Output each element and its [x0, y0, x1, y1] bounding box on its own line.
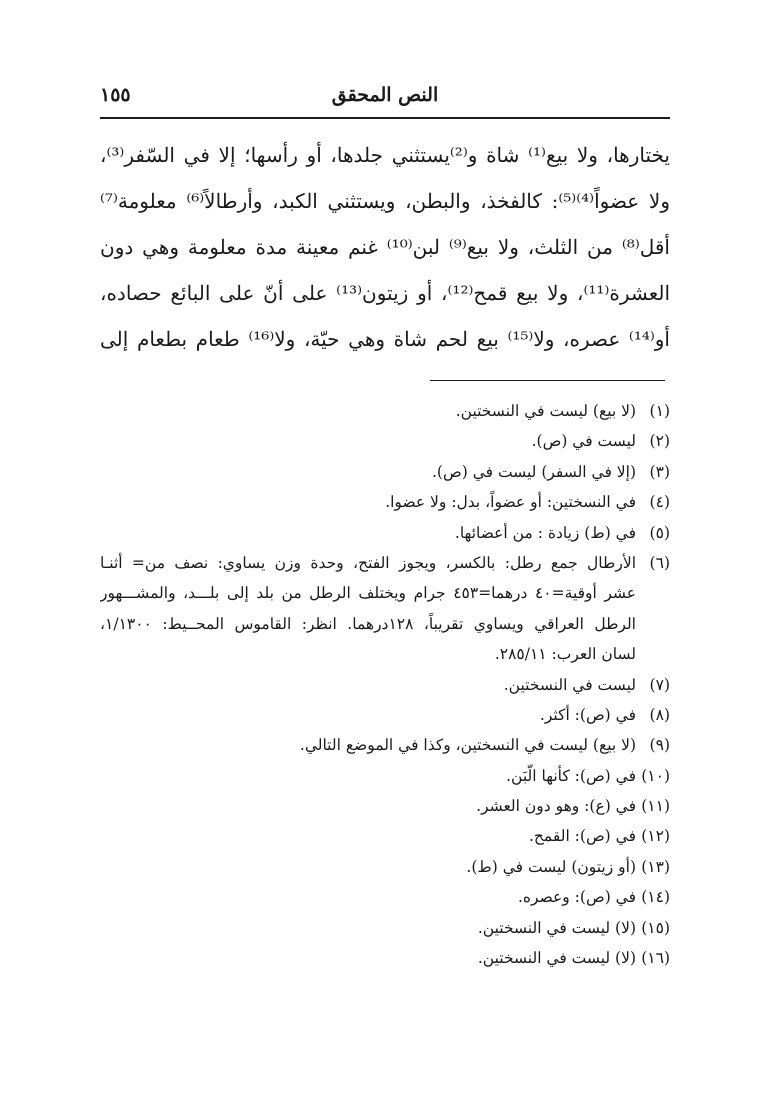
footnote-text: في (ط) زيادة : من أعضائها.	[454, 523, 636, 542]
footnote-text: في (ص): كأنها الّبَن.	[506, 766, 636, 785]
main-text-line: أقل⁽⁸⁾ من الثلث، ولا بيع⁽⁹⁾ لبن⁽¹⁰⁾ غنم معينة مدة معلومة وهي دون	[100, 235, 670, 259]
footnote-text: (إلا في السفر) ليست في (ص).	[432, 462, 636, 481]
footnote-text: في (ص): القمح.	[528, 827, 636, 846]
footnote-number: (١٤)	[641, 888, 670, 907]
footnote-number: (٢)	[649, 432, 670, 451]
footnote-number: (١٦)	[641, 949, 670, 968]
page-title: النص المحقق	[331, 84, 439, 106]
footnote	[100, 487, 670, 517]
main-text-line: يختارها، ولا بيع⁽¹⁾ شاة و⁽²⁾يستثني جلدها، أو رأسها؛ إلا في السّفر⁽³⁾،	[100, 143, 670, 167]
footnote	[100, 791, 670, 821]
footnote	[100, 913, 670, 943]
footnote-text: (لا بيع) ليست في النسختين، وكذا في الموضع التالي.	[299, 736, 636, 755]
main-text-line: أو⁽¹⁴⁾ عصره، ولا⁽¹⁵⁾ بيع لحم شاة وهي حيّة، ولا⁽¹⁶⁾ طعام بطعام إلى	[100, 327, 670, 351]
page-header	[100, 80, 670, 114]
footnote	[100, 882, 670, 912]
footnote-text: (لا) ليست في النسختين.	[477, 918, 636, 937]
footnotes	[100, 396, 670, 973]
footnote	[100, 700, 670, 730]
footnote-number: (١١)	[641, 797, 670, 816]
footnote-number: (٥)	[649, 523, 670, 542]
footnote-text: (أو زيتون) ليست في (ط).	[466, 857, 636, 876]
header-rule	[100, 117, 670, 119]
footnote	[100, 426, 670, 456]
footnote	[100, 943, 670, 973]
main-text-line: ولا عضواً⁽⁴⁾⁽⁵⁾: كالفخذ، والبطن، ويستثني الكبد، وأرطالاً⁽⁶⁾ معلومة⁽⁷⁾	[100, 189, 670, 213]
footnote-number: (٨)	[649, 705, 670, 724]
footnote-text-line: الأرطال جمع رطل: بالكسر، ويجوز الفتح، وحدة وزن يساوي: نصف من= أثنـا	[100, 553, 636, 572]
footnote-number: (١٠)	[641, 766, 670, 785]
footnote	[100, 852, 670, 882]
footnote-text-line: عشر أوقية=٤٠ درهما=٤٥٣ جرام ويختلف الرطل من بلد إلى بلـــد، والمشـــهور	[100, 584, 636, 603]
footnote-text: (لا بيع) ليست في النسختين.	[455, 402, 636, 420]
footnote	[100, 457, 670, 487]
footnote	[100, 518, 670, 548]
footnote-number: (١)	[649, 402, 670, 420]
footnote-number: (١٣)	[641, 857, 670, 876]
footnote-number: (١٢)	[641, 827, 670, 846]
page-number: ١٥٥	[100, 84, 131, 106]
footnote	[100, 761, 670, 791]
main-text	[100, 132, 670, 362]
footnote-number: (١٥)	[641, 918, 670, 937]
footnote-number: (٦)	[649, 553, 670, 572]
footnote-multiline	[100, 548, 670, 670]
footnote-number: (٧)	[649, 675, 670, 694]
footnote-text: في النسختين: أو عضواً، بدل: ولا عضوا.	[385, 493, 636, 512]
footnote	[100, 821, 670, 851]
footnote	[100, 396, 670, 426]
footnote-text-line: لسان العرب: ٢٨٥/١١.	[494, 645, 636, 664]
footnote	[100, 730, 670, 760]
footnote-text: في (ص): أكثر.	[539, 705, 636, 724]
footnote-number: (٣)	[649, 462, 670, 481]
footnote-text: في (ع): وهو دون العشر.	[476, 797, 636, 816]
footnote	[100, 548, 670, 578]
footnote	[100, 670, 670, 700]
footnote-text: ليست في (ص).	[531, 432, 636, 451]
footnote-text-line: الرطل العراقي ويساوي تقريباً، ١٢٨درهما. انظر: القاموس المحــيط: ١/١٣٠٠،	[100, 614, 636, 633]
footnote-separator	[430, 380, 665, 381]
footnote-number: (٩)	[649, 736, 670, 755]
footnote-number: (٤)	[649, 493, 670, 512]
footnote-text: ليست في النسختين.	[503, 675, 636, 694]
footnote-text: (لا) ليست في النسختين.	[477, 949, 636, 968]
main-text-line: العشرة⁽¹¹⁾، ولا بيع قمح⁽¹²⁾، أو زيتون⁽¹³⁾ على أنّ على البائع حصاده،	[100, 281, 670, 305]
footnote-text: في (ص): وعصره.	[517, 888, 636, 907]
